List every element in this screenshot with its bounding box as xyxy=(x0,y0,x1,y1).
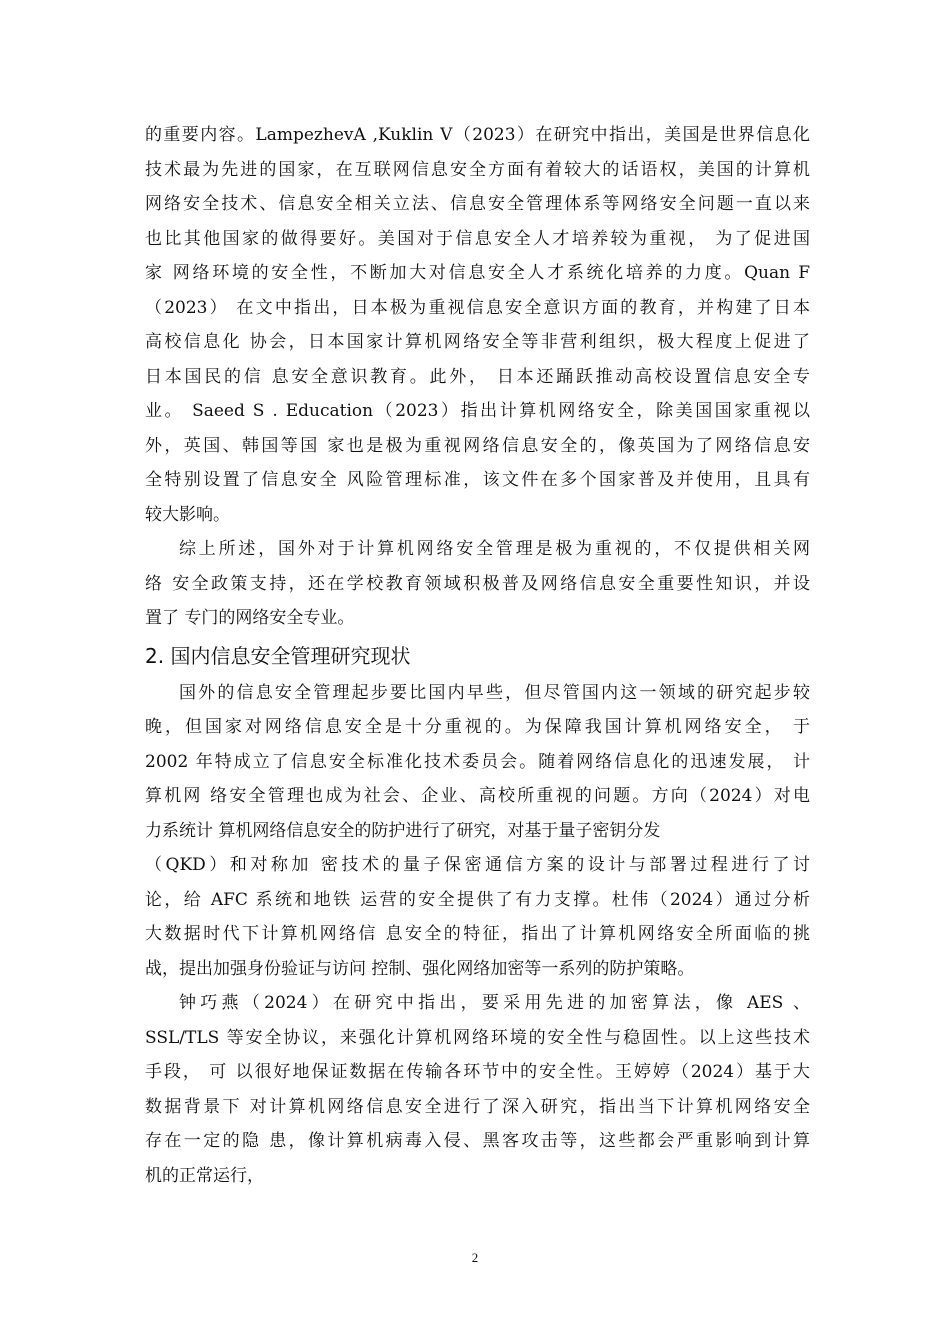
text-line: 晚，但国家对网络信息安全是十分重视的。为保障我国计算机网络安全， 于 xyxy=(145,717,810,737)
text-line: 外，英国、韩国等国 家也是极为重视网络信息安全的，像英国为了网络信息安 xyxy=(145,435,810,456)
text-line: 国外的信息安全管理起步要比国内早些，但尽管国内这一领域的研究起步较 xyxy=(179,682,810,703)
text-line: （QKD）和对称加 密技术的量子保密通信方案的设计与部署过程进行了讨 xyxy=(145,855,810,875)
text-line: 大数据时代下计算机网络信 息安全的特征，指出了计算机网络安全所面临的挑 xyxy=(145,924,810,944)
paragraph-foreign-summary xyxy=(145,532,810,636)
paragraph-domestic-research xyxy=(145,676,810,987)
text-line: 全特别设置了信息安全 风险管理标准，该文件在多个国家普及并使用，且具有 xyxy=(145,470,810,490)
text-line: SSL/TLS 等安全协议，来强化计算机网络环境的安全性与稳固性。以上这些技术 xyxy=(145,1027,810,1048)
text-line: 算机网 络安全管理也成为社会、企业、高校所重视的问题。方向（2024）对电 xyxy=(145,786,810,806)
text-line: 钟巧燕（2024）在研究中指出，要采用先进的加密算法，像 AES 、 xyxy=(179,993,810,1013)
text-line: 置了 专门的网络安全专业。 xyxy=(145,608,355,628)
page-number: 2 xyxy=(471,1250,479,1265)
text-line: 数据背景下 对计算机网络信息安全进行了深入研究，指出当下计算机网络安全 xyxy=(145,1096,810,1117)
text-line: 战，提出加强身份验证与访问 控制、强化网络加密等一系列的防护策略。 xyxy=(145,958,695,979)
text-line: 也比其他国家的做得要好。美国对于信息安全人才培养较为重视， 为了促进国 xyxy=(145,228,810,249)
text-line: 存在一定的隐 患，像计算机病毒入侵、黑客攻击等，这些都会严重影响到计算 xyxy=(145,1131,810,1151)
text-line: 较大影响。 xyxy=(145,504,230,525)
paragraph-foreign-research xyxy=(145,118,810,532)
text-line: 家 网络环境的安全性，不断加大对信息安全人才系统化培养的力度。Quan F xyxy=(145,263,810,283)
text-line: 力系统计 算机网络信息安全的防护进行了研究，对基于量子密钥分发 xyxy=(145,820,661,841)
text-line: 论，给 AFC 系统和地铁 运营的安全提供了有力支撑。杜伟（2024）通过分析 xyxy=(145,889,810,910)
text-line: 络 安全政策支持，还在学校教育领域积极普及网络信息安全重要性知识，并设 xyxy=(145,573,810,594)
paragraph-encryption-research xyxy=(145,986,810,1193)
text-line: 日本国民的信 息安全意识教育。此外， 日本还踊跃推动高校设置信息安全专 xyxy=(145,366,810,387)
text-line: （2023） 在文中指出，日本极为重视信息安全意识方面的教育，并构建了日本 xyxy=(145,297,810,318)
text-line: 网络安全技术、信息安全相关立法、信息安全管理体系等网络安全问题一直以来 xyxy=(145,194,810,214)
text-line: 的重要内容。LampezhevA ,Kuklin V（2023）在研究中指出，美国是世界信息化 xyxy=(145,125,810,145)
text-line: 高校信息化 协会，日本国家计算机网络安全等非营利组织，极大程度上促进了 xyxy=(145,332,810,352)
text-line: 2002 年特成立了信息安全标准化技术委员会。随着网络信息化的迅速发展， 计 xyxy=(145,751,810,772)
text-line: 技术最为先进的国家，在互联网信息安全方面有着较大的话语权，美国的计算机 xyxy=(145,159,810,180)
section-heading: 2. 国内信息安全管理研究现状 xyxy=(145,643,411,668)
text-line: 业。 Saeed S . Education（2023）指出计算机网络安全，除美国国家重视以 xyxy=(145,401,810,421)
text-line: 手段， 可 以很好地保证数据在传输各环节中的安全性。王婷婷（2024）基于大 xyxy=(145,1062,810,1082)
page-body xyxy=(145,118,810,1193)
text-line: 机的正常运行， xyxy=(145,1165,264,1186)
text-line: 综上所述，国外对于计算机网络安全管理是极为重视的，不仅提供相关网 xyxy=(179,539,810,559)
